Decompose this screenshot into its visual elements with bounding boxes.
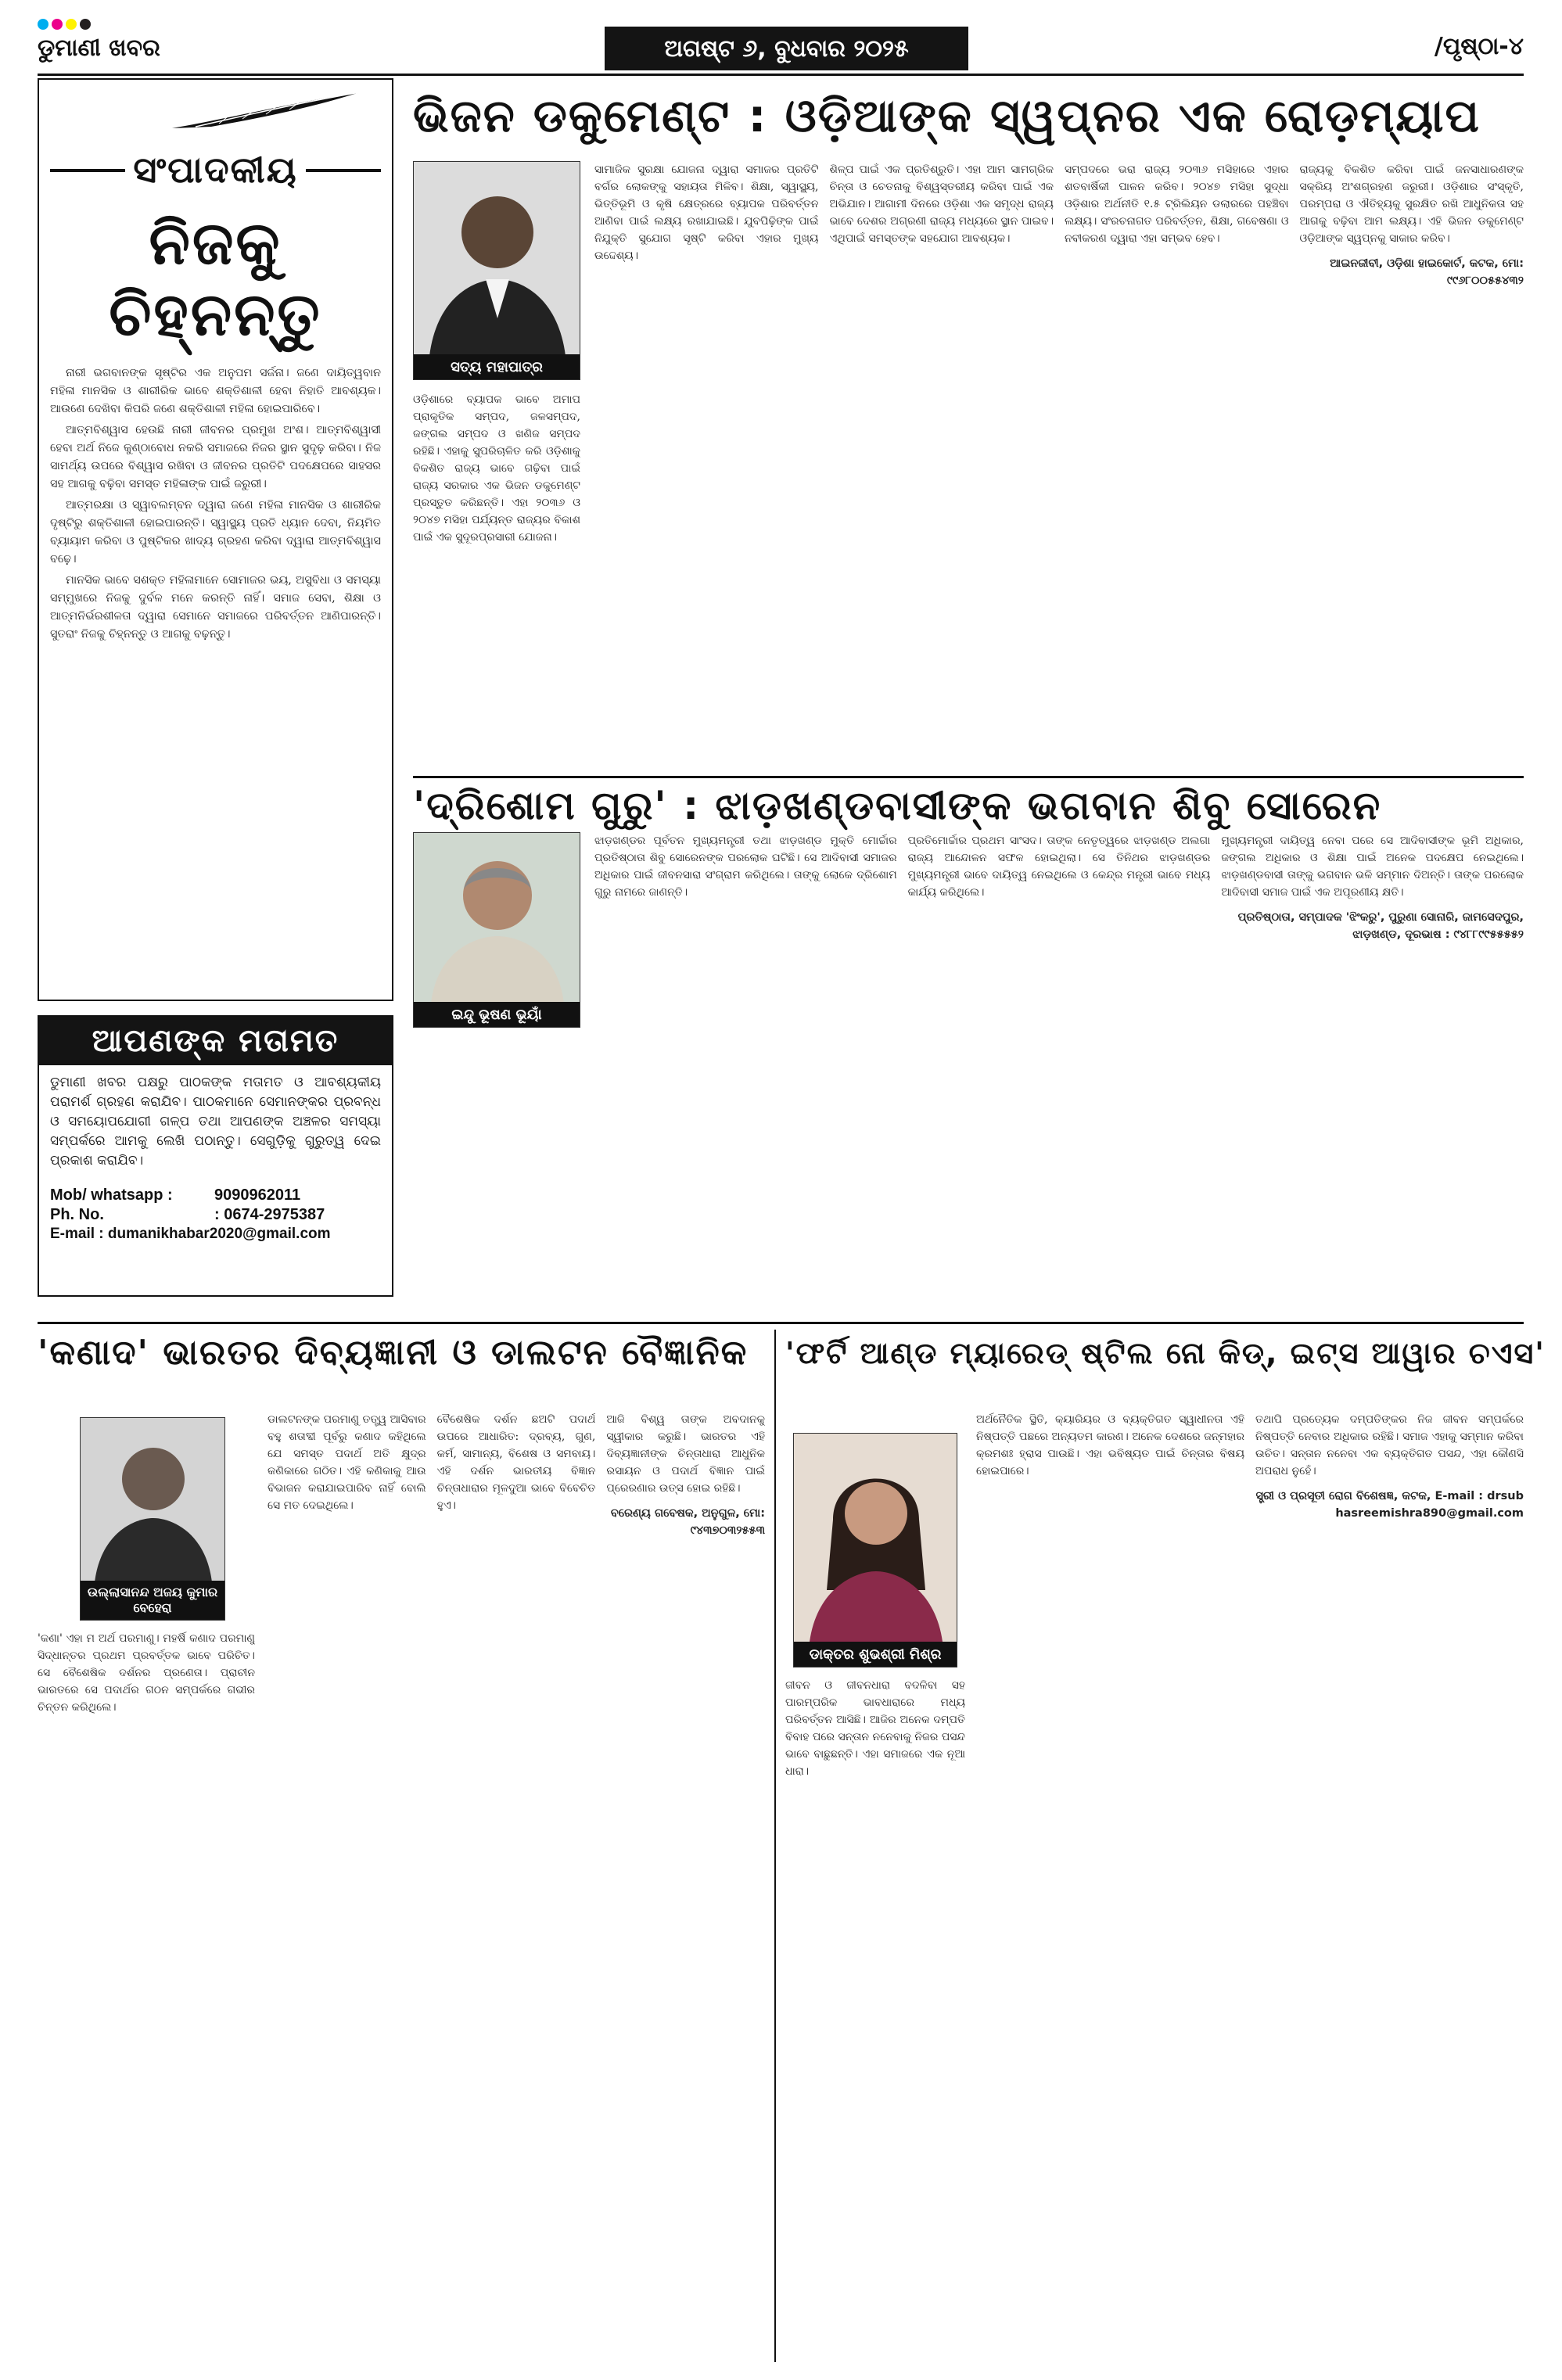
contact-value[interactable]: 9090962011 (214, 1186, 301, 1204)
article-column-text: ମୁଖ୍ୟମନ୍ତ୍ରୀ ଦାୟିତ୍ୱ ନେବା ପରେ ସେ ଆଦିବାସୀଙ୍କ ଭୂମି ଅଧିକାର, ଜଙ୍ଗଲ ଅଧିକାର ଓ ଶିକ୍ଷା ପାଇଁ ଅନେକ ପଦକ୍ଷେପ ନେଇଥିଲେ। ଝାଡ଼ଖଣ୍ଡବାସୀ ତାଙ୍କୁ ଭଗବାନ ଭଳି ସମ୍ମାନ ଦିଅନ୍ତି। ତାଙ୍କ ପରଲୋକ ଆଦିବାସୀ ସମାଜ ପାଇଁ ଏକ ଅପୂରଣୀୟ କ୍ଷତି। (1221, 835, 1524, 899)
article-column: ସମ୍ପଦରେ ଭରା ରାଜ୍ୟ ୨୦୩୬ ମସିହାରେ ଏହାର ଶତବାର୍ଷିକୀ ପାଳନ କରିବ। ୨୦୪୭ ମସିହା ସୁଦ୍ଧା ଓଡ଼ିଶାର ଅର୍ଥନୀତି ୧.୫ ଟ୍ରିଲିୟନ ଡଲାରରେ ପହଞ୍ଚିବା ଲକ୍ଷ୍ୟ। ସଂରଚନାଗତ ପରିବର୍ତ୍ତନ, ଶିକ୍ଷା, ଗବେଷଣା ଓ ନବୀକରଣ ଦ୍ୱାରା ଏହା ସମ୍ଭବ ହେବ। (1065, 163, 1289, 245)
editorial-paragraph: ଆତ୍ମବିଶ୍ୱାସ ହେଉଛି ନାରୀ ଜୀବନର ପ୍ରମୁଖ ଅଂଶ। ଆତ୍ମବିଶ୍ୱାସୀ ହେବା ଅର୍ଥ ନିଜେ କୁଣ୍ଠାବୋଧ ନକରି ସମାଜରେ ନିଜର ସ୍ଥାନ ସୁଦୃଢ଼ କରିବା। ନିଜ ସାମର୍ଥ୍ୟ ଉପରେ ବିଶ୍ୱାସ ରଖିବା ଓ ଜୀବନର ପ୍ରତିଟି ପଦକ୍ଷେପରେ ସାହସର ସହ ଆଗକୁ ବଢ଼ିବା ସମସ୍ତ ମହିଳାଙ୍କ ପାଇଁ ଜରୁରୀ। (50, 424, 381, 490)
editorial-body (50, 364, 381, 644)
article-byline: ଆଇନଜୀବୀ, ଓଡ଼ିଶା ହାଇକୋର୍ଟ, କଟକ, ମୋ: ୯୯୬୮୦୦୫୫୪୩୨ (1330, 257, 1524, 287)
black-dot (80, 19, 91, 30)
editorial-label (50, 149, 381, 192)
article-column-text: ତଥାପି ପ୍ରତ୍ୟେକ ଦମ୍ପତିଙ୍କର ନିଜ ଜୀବନ ସମ୍ପର୍କରେ ନିଷ୍ପତ୍ତି ନେବାର ଅଧିକାର ରହିଛି। ସମାଜ ଏହାକୁ ସମ୍ମାନ କରିବା ଉଚିତ। ସନ୍ତାନ ନନେବା ଏକ ବ୍ୟକ୍ତିଗତ ପସନ୍ଦ, ଏହା କୌଣସି ଅପରାଧ ନୁହେଁ। (1255, 1413, 1524, 1477)
article-headline: 'ଦ୍ରିଶୋମ ଗୁରୁ' : ଝାଡ଼ଖଣ୍ଡବାସୀଙ୍କ ଭଗବାନ ଶିବୁ ସୋରେନ (413, 783, 1382, 828)
yellow-dot (66, 19, 77, 30)
person-silhouette-icon (81, 1418, 225, 1582)
magenta-dot (52, 19, 63, 30)
contact-label: Mob/ whatsapp : (50, 1186, 173, 1204)
person-silhouette-icon (794, 1434, 957, 1642)
article-column: ପ୍ରତିମୋର୍ଚ୍ଚାର ପ୍ରଥମ ସାଂସଦ। ତାଙ୍କ ନେତୃତ୍ୱରେ ଝାଡ଼ଖଣ୍ଡ ଅଲଗା ରାଜ୍ୟ ଆନ୍ଦୋଳନ ସଫଳ ହୋଇଥିଲା। ସେ ତିନିଥର ଝାଡ଼ଖଣ୍ଡର ମୁଖ୍ୟମନ୍ତ୍ରୀ ଭାବେ ଦାୟିତ୍ୱ ନେଇଥିଲେ ଓ କେନ୍ଦ୍ର ମନ୍ତ୍ରୀ ଭାବେ ମଧ୍ୟ କାର୍ଯ୍ୟ କରିଥିଲେ। (907, 835, 1211, 899)
article-column (1255, 1411, 1524, 2357)
author-photo (413, 832, 580, 1028)
label-rule-left (50, 169, 125, 172)
article-column: 'କଣା' ଏହା ମ ଅର୍ଥ ପରମାଣୁ। ମହର୍ଷି କଣାଦ ପରମାଣୁ ସିଦ୍ଧାନ୍ତର ପ୍ରଥମ ପ୍ରବର୍ତ୍ତକ ଭାବେ ପରିଚିତ। ସେ ବୈଶେଷିକ ଦର୍ଶନର ପ୍ରଣେତା। ପ୍ରାଚୀନ ଭାରତରେ ସେ ପଦାର୍ଥର ଗଠନ ସମ୍ପର୍କରେ ଗଭୀର ଚିନ୍ତନ କରିଥିଲେ। (38, 1632, 255, 1714)
issue-date: ଅଗଷ୍ଟ ୬, ବୁଧବାର ୨୦୨୫ (605, 27, 968, 70)
article-byline: ବରେଣ୍ୟ ଗବେଷକ, ଅନୁଗୁଳ, ମୋ: ୯୪୩୭୦୩୨୫୫୩ (610, 1507, 766, 1537)
photo-caption: ଇନ୍ଦୁ ଭୂଷଣ ଭୂୟାଁ (414, 1002, 580, 1027)
contact-block (39, 1186, 392, 1243)
paper-name: ଡୁମାଣୀ ଖବର (38, 34, 160, 62)
contact-row (50, 1206, 381, 1224)
article-forty-and-married (785, 1330, 1546, 2362)
article-headline: ଭିଜନ ଡକୁମେଣ୍ଟ : ଓଡ଼ିଆଙ୍କ ସ୍ୱପ୍ନର ଏକ ରୋଡ଼ମ୍ୟାପ (413, 89, 1481, 142)
opinion-heading: ଆପଣଙ୍କ ମତାମତ (39, 1017, 392, 1065)
article-column: ଝାଡ଼ଖଣ୍ଡର ପୂର୍ବତନ ମୁଖ୍ୟମନ୍ତ୍ରୀ ତଥା ଝାଡ଼ଖଣ୍ଡ ମୁକ୍ତି ମୋର୍ଚ୍ଚାର ପ୍ରତିଷ୍ଠାତା ଶିବୁ ସୋରେନଙ୍କ ପରଲୋକ ଘଟିଛି। ସେ ଆଦିବାସୀ ସମାଜର ଅଧିକାର ପାଇଁ ଜୀବନସାରା ସଂଗ୍ରାମ କରିଥିଲେ। ତାଙ୍କୁ ଲୋକେ ଦ୍ରିଶୋମ ଗୁରୁ ନାମରେ ଜାଣନ୍ତି। (594, 835, 897, 899)
article-column (1300, 161, 1524, 771)
article-column: ଅର୍ଥନୈତିକ ସ୍ଥିତି, କ୍ୟାରିୟର ଓ ବ୍ୟକ୍ତିଗତ ସ୍ୱାଧୀନତା ଏହି ନିଷ୍ପତ୍ତି ପଛରେ ଅନ୍ୟତମ କାରଣ। ଅନେକ ଦେଶରେ ଜନ୍ମହାର କ୍ରମଶଃ ହ୍ରାସ ପାଉଛି। ଏହା ଭବିଷ୍ୟତ ପାଇଁ ଚିନ୍ତାର ବିଷୟ ହୋଇପାରେ। (976, 1413, 1244, 1477)
article-shibu-soren (413, 782, 1524, 1322)
article-vision-document (413, 84, 1524, 777)
photo-caption: ଉଲ୍ଲାସାନନ୍ଦ ଅଜୟ କୁମାର ବେହେରା (81, 1581, 224, 1620)
article-column: ବୈଶେଷିକ ଦର୍ଶନ ଛଅଟି ପଦାର୍ଥ ଉପରେ ଆଧାରିତ: ଦ୍ରବ୍ୟ, ଗୁଣ, କର୍ମ, ସାମାନ୍ୟ, ବିଶେଷ ଓ ସମବାୟ। ଏହି ଦର୍ଶନ ଭାରତୀୟ ବିଜ୍ଞାନ ଚିନ୍ତାଧାରାର ମୂଳଦୁଆ ଭାବେ ବିବେଚିତ ହୁଏ। (436, 1413, 596, 1512)
masthead-rule (38, 74, 1524, 76)
article-headline: 'ଫର୍ଟି ଆଣ୍ଡ ମ୍ୟାରେଡ୍ ଷ୍ଟିଲ ନୋ କିଡ୍, ଇଟ୍ସ ଆୱାର ଚଏସ' (785, 1336, 1546, 1370)
section-divider (38, 1322, 1524, 1324)
article-column: ସାମାଜିକ ସୁରକ୍ଷା ଯୋଜନା ଦ୍ୱାରା ସମାଜର ପ୍ରତିଟି ବର୍ଗର ଲୋକଙ୍କୁ ସହାୟତା ମିଳିବ। ଶିକ୍ଷା, ସ୍ୱାସ୍ଥ୍ୟ, ଭିତ୍ତିଭୂମି ଓ କୃଷି କ୍ଷେତ୍ରରେ ବ୍ୟାପକ ପରିବର୍ତ୍ତନ ଆଣିବା ପାଇଁ ଲକ୍ଷ୍ୟ ରଖାଯାଇଛି। ଯୁବପିଢ଼ିଙ୍କ ପାଇଁ ନିଯୁକ୍ତି ସୁଯୋଗ ସୃଷ୍ଟି କରିବା ଏହାର ମୁଖ୍ୟ ଉଦ୍ଦେଶ୍ୟ। (594, 163, 819, 262)
article-column: ଡାଲଟନଙ୍କ ପରମାଣୁ ତତ୍ତ୍ୱ ଆସିବାର ବହୁ ଶତାବ୍ଦୀ ପୂର୍ବରୁ କଣାଦ କହିଥିଲେ ଯେ ସମସ୍ତ ପଦାର୍ଥ ଅତି କ୍ଷୁଦ୍ର କଣିକାରେ ଗଠିତ। ଏହି କଣିକାକୁ ଆଉ ବିଭାଜନ କରାଯାଇପାରିବ ନାହିଁ ବୋଲି ସେ ମତ ଦେଇଥିଲେ। (268, 1413, 426, 1512)
editorial-box (38, 78, 393, 1001)
photo-caption: ସତ୍ୟ ମହାପାତ୍ର (414, 354, 580, 379)
quill-pen-icon (164, 88, 368, 135)
photo-caption: ଡାକ୍ତର ଶୁଭଶ୍ରୀ ମିଶ୍ର (794, 1642, 957, 1667)
article-byline: ପ୍ରତିଷ୍ଠାତା, ସମ୍ପାଦକ 'ଝିଂକରୁ', ପୁରୁଣା ସୋନାରି, ଜାମସେଦପୁର, ଝାଡ଼ଖଣ୍ଡ, ଦୂରଭାଷ : ୯୪୮୮୯୯୫୫୫୫୨ (1237, 911, 1524, 941)
article-column (606, 1411, 765, 2357)
article-column-text: ରାଜ୍ୟକୁ ବିକଶିତ କରିବା ପାଇଁ ଜନସାଧାରଣଙ୍କ ସକ୍ରିୟ ଅଂଶଗ୍ରହଣ ଜରୁରୀ। ଓଡ଼ିଶାର ସଂସ୍କୃତି, ପରମ୍ପରା ଓ ଐତିହ୍ୟକୁ ସୁରକ୍ଷିତ ରଖି ଆଧୁନିକତା ସହ ଆଗକୁ ବଢ଼ିବା ଆମ ଲକ୍ଷ୍ୟ। ଏହି ଭିଜନ ଡକୁମେଣ୍ଟ ଓଡ଼ିଆଙ୍କ ସ୍ୱପ୍ନକୁ ସାକାର କରିବ। (1299, 163, 1524, 245)
left-column (38, 78, 393, 1297)
contact-label: Ph. No. (50, 1206, 104, 1223)
cyan-dot (38, 19, 48, 30)
person-silhouette-icon (414, 162, 580, 356)
column-divider (774, 1330, 776, 2362)
article-byline: ସ୍ତ୍ରୀ ଓ ପ୍ରସୂତୀ ରୋଗ ବିଶେଷଜ୍ଞ, କଟକ, E-mail : drsubhasreemishra890@gmail.com (1255, 1490, 1524, 1520)
opinion-box (38, 1015, 393, 1297)
article-columns (976, 1411, 1524, 2357)
author-photo (80, 1417, 225, 1621)
article-kanad (38, 1330, 765, 2362)
masthead (38, 19, 1524, 74)
author-photo (793, 1433, 957, 1667)
article-columns (594, 161, 1524, 771)
contact-value[interactable]: : 0674-2975387 (214, 1206, 325, 1223)
article-columns (785, 1677, 965, 2357)
article-headline: 'କଣାଦ' ଭାରତର ଦିବ୍ୟଜ୍ଞାନୀ ଓ ଡାଲଟନ ବୈଜ୍ଞାନିକ (38, 1333, 749, 1373)
person-silhouette-icon (414, 833, 580, 1003)
article-columns (38, 1630, 255, 2357)
opinion-body: ଡୁମାଣୀ ଖବର ପକ୍ଷରୁ ପାଠକଙ୍କ ମତାମତ ଓ ଆବଶ୍ୟକୀୟ ପରାମର୍ଶ ଗ୍ରହଣ କରାଯିବ। ପାଠକମାନେ ସେମାନଙ୍କର ପ୍ରବନ୍ଧ ଓ ସମୟୋପଯୋଗୀ ଗଳ୍ପ ତଥା ଆପଣଙ୍କ ଅଞ୍ଚଳର ସମସ୍ୟା ସମ୍ପର୍କରେ ଆମକୁ ଲେଖି ପଠାନ୍ତୁ। ସେଗୁଡ଼ିକୁ ଗୁରୁତ୍ୱ ଦେଇ ପ୍ରକାଶ କରାଯିବ। (50, 1075, 381, 1168)
editorial-paragraph: ଆତ୍ମରକ୍ଷା ଓ ସ୍ୱାବଲମ୍ବନ ଦ୍ୱାରା ଜଣେ ମହିଳା ମାନସିକ ଓ ଶାରୀରିକ ଦୃଷ୍ଟିରୁ ଶକ୍ତିଶାଳୀ ହୋଇପାରନ୍ତି। ସ୍ୱାସ୍ଥ୍ୟ ପ୍ରତି ଧ୍ୟାନ ଦେବା, ନିୟମିତ ବ୍ୟାୟାମ କରିବା ଓ ପୁଷ୍ଟିକର ଖାଦ୍ୟ ଗ୍ରହଣ କରିବା ଦ୍ୱାରା ଆତ୍ମବିଶ୍ୱାସ ବଢ଼େ। (50, 499, 381, 565)
article-column (1221, 832, 1524, 1317)
article-column: ଶିଳ୍ପ ପାଇଁ ଏକ ପ୍ରତିଶ୍ରୁତି। ଏହା ଆମ ସାମଗ୍ରିକ ଚିନ୍ତା ଓ ଚେତନାକୁ ବିଶ୍ୱସ୍ତରୀୟ କରିବା ପାଇଁ ଏକ ଅଭିଯାନ। ଆଗାମୀ ଦିନରେ ଓଡ଼ିଶା ଏକ ସମୃଦ୍ଧ ରାଜ୍ୟ ଭାବେ ଦେଶର ଅଗ୍ରଣୀ ରାଜ୍ୟ ମଧ୍ୟରେ ସ୍ଥାନ ପାଇବ। ଏଥିପାଇଁ ସମସ୍ତଙ୍କ ସହଯୋଗ ଆବଶ୍ୟକ। (829, 163, 1054, 245)
section-divider (413, 776, 1524, 778)
editorial-title: ନିଜକୁ ଚିହ୍ନନ୍ତୁ (109, 208, 322, 349)
contact-email[interactable]: E-mail : dumanikhabar2020@gmail.com (50, 1226, 331, 1242)
article-columns (413, 391, 580, 766)
editorial-label-text: ସଂପାଦକୀୟ (133, 149, 298, 191)
article-column: ଓଡ଼ିଶାରେ ବ୍ୟାପକ ଭାବେ ଅମାପ ପ୍ରାକୃତିକ ସମ୍ପଦ, ଜଳସମ୍ପଦ, ଜଙ୍ଗଲ ସମ୍ପଦ ଓ ଖଣିଜ ସମ୍ପଦ ରହିଛି। ଏହାକୁ ସୁପରିଚାଳିତ କରି ଓଡ଼ିଶାକୁ ବିକଶିତ ରାଜ୍ୟ ଭାବେ ଗଢ଼ିବା ପାଇଁ ରାଜ୍ୟ ସରକାର ଏକ ଭିଜନ ଡକୁମେଣ୍ଟ ପ୍ରସ୍ତୁତ କରିଛନ୍ତି। ଏହା ୨୦୩୬ ଓ ୨୦୪୭ ମସିହା ପର୍ଯ୍ୟନ୍ତ ରାଜ୍ୟର ବିକାଶ ପାଇଁ ଏକ ସୁଦୂରପ୍ରସାରୀ ଯୋଜନା। (413, 393, 580, 544)
editorial-paragraph: ମାନସିକ ଭାବେ ସଶକ୍ତ ମହିଳାମାନେ ସୋମାଜର ଭୟ, ଅସୁବିଧା ଓ ସମସ୍ୟା ସମ୍ମୁଖରେ ନିଜକୁ ଦୁର୍ବଳ ମନେ କରନ୍ତି ନାହିଁ। ସମାଜ ସେବା, ଶିକ୍ଷା ଓ ଆତ୍ମନିର୍ଭରଶୀଳତା ଦ୍ୱାରା ସେମାନେ ସମାଜରେ ପରିବର୍ତ୍ତନ ଆଣିପାରନ୍ତି। ସୁତରାଂ ନିଜକୁ ଚିହ୍ନନ୍ତୁ ଓ ଆଗକୁ ବଢ଼ନ୍ତୁ। (50, 574, 381, 641)
author-photo (413, 161, 580, 380)
article-columns (594, 832, 1524, 1317)
cmyk-registration-marks (38, 19, 91, 30)
editorial-paragraph: ନାରୀ ଭଗବାନଙ୍କ ସୃଷ୍ଟିର ଏକ ଅନୁପମ ସର୍ଜନା। ଜଣେ ଦାୟିତ୍ୱବାନ ମହିଳା ମାନସିକ ଓ ଶାରୀରିକ ଭାବେ ଶକ୍ତିଶାଳୀ ହେବା ନିହାତି ଆବଶ୍ୟକ। ଆଉଣେ ଦେଖିବା କିପରି ଜଣେ ଶକ୍ତିଶାଳୀ ମହିଳା ହୋଇପାରିବେ। (50, 367, 381, 415)
article-column-text: ଆଜି ବିଶ୍ୱ ତାଙ୍କ ଅବଦାନକୁ ସ୍ୱୀକାର କରୁଛି। ଭାରତର ଏହି ଦିବ୍ୟଜ୍ଞାନୀଙ୍କ ଚିନ୍ତାଧାରା ଆଧୁନିକ ରସାୟନ ଓ ପଦାର୍ଥ ବିଜ୍ଞାନ ପାଇଁ ପ୍ରେରଣାର ଉତ୍ସ ହୋଇ ରହିଛି। (606, 1413, 766, 1495)
page-number: /ପୃଷ୍ଠା-୪ (1434, 33, 1524, 60)
contact-row (50, 1186, 381, 1204)
article-columns (268, 1411, 765, 2357)
label-rule-right (306, 169, 381, 172)
article-column: ଜୀବନ ଓ ଜୀବନଧାରା ବଦଳିବା ସହ ପାରମ୍ପରିକ ଭାବଧାରାରେ ମଧ୍ୟ ପରିବର୍ତ୍ତନ ଆସିଛି। ଆଜିର ଅନେକ ଦମ୍ପତି ବିବାହ ପରେ ସନ୍ତାନ ନନେବାକୁ ନିଜର ପସନ୍ଦ ଭାବେ ବାଛୁଛନ୍ତି। ଏହା ସମାଜରେ ଏକ ନୂଆ ଧାରା। (785, 1679, 965, 1778)
